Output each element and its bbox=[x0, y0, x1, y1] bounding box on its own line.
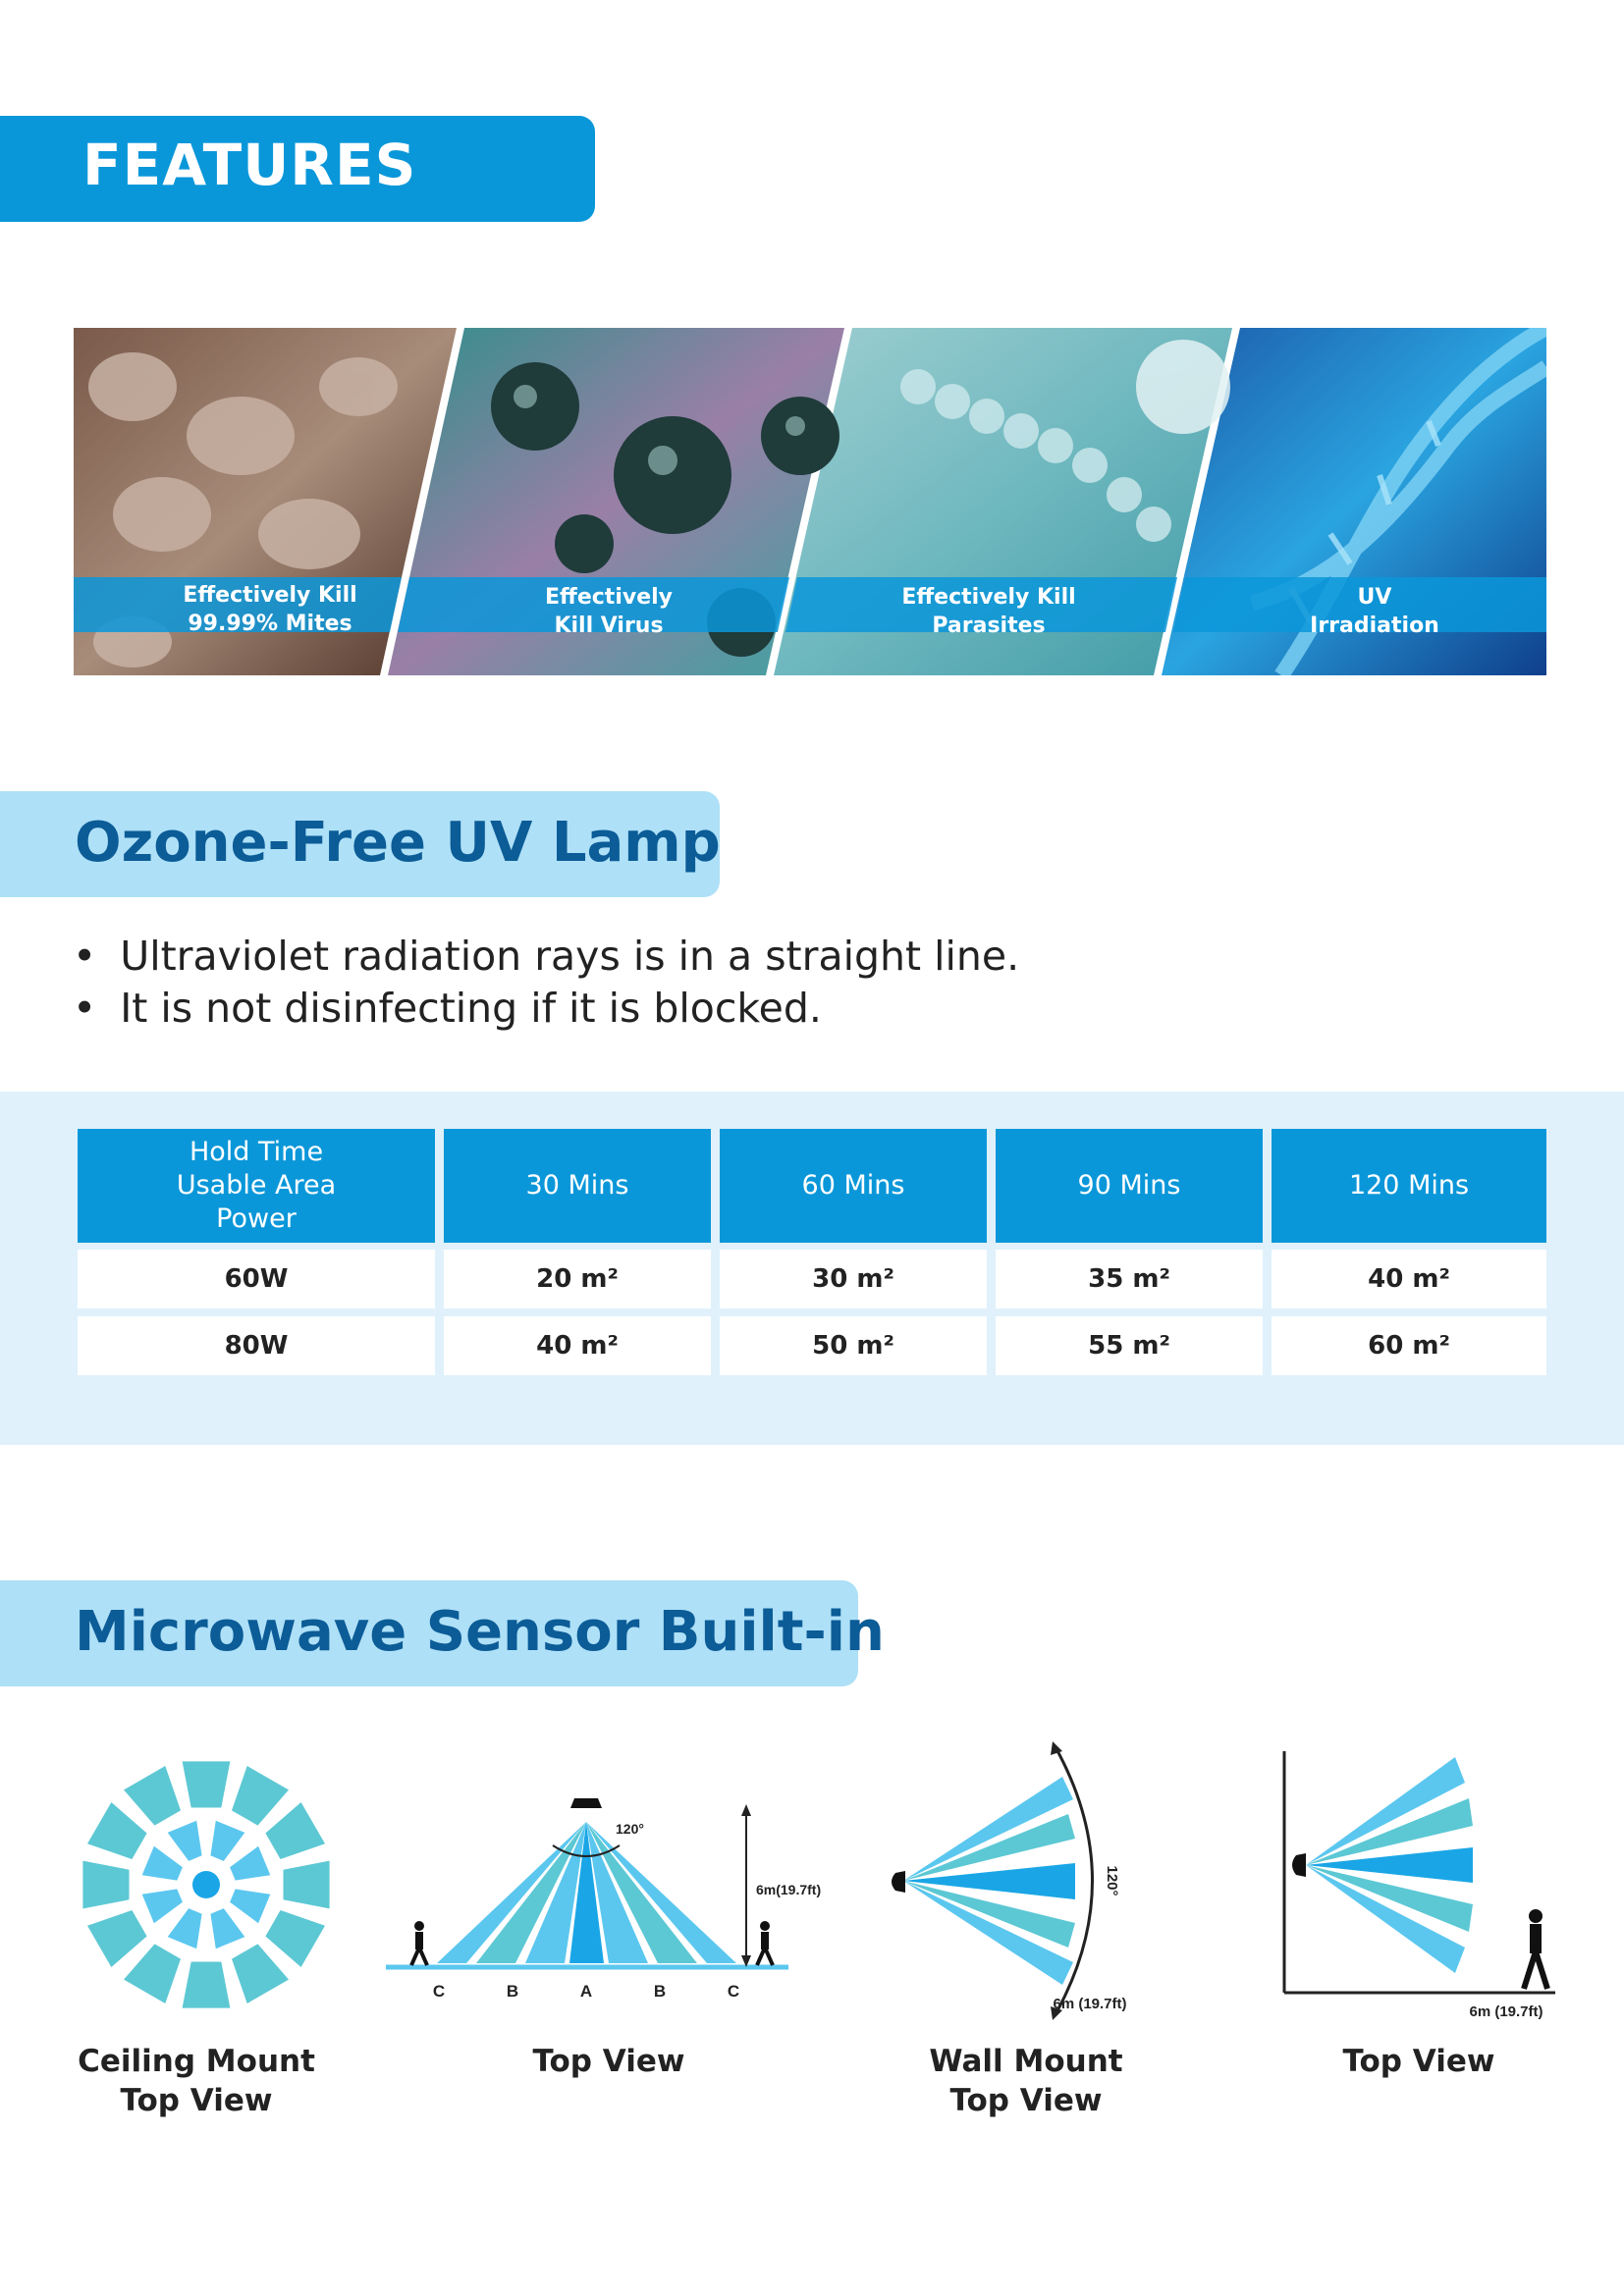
banner-label-parasites-line2: Parasites bbox=[932, 614, 1046, 638]
outer-zone-segment bbox=[183, 1761, 231, 1807]
inner-zone-segment bbox=[168, 1821, 202, 1861]
bullet-text: Ultraviolet radiation rays is in a straight line. bbox=[120, 933, 1020, 980]
banner-label-uv bbox=[1276, 583, 1473, 640]
angle-label: 120° bbox=[616, 1821, 644, 1837]
wall-mount-diagram bbox=[874, 1737, 1168, 2022]
distance-label: 6m (19.7ft) bbox=[1053, 1996, 1127, 2012]
sensor-icon bbox=[570, 1798, 602, 1808]
header-usable-area: Usable Area bbox=[176, 1170, 337, 1201]
table-cell-power: 80W bbox=[78, 1316, 435, 1375]
banner-label-parasites bbox=[891, 583, 1087, 640]
inner-zone-segment bbox=[142, 1846, 183, 1881]
table-cell: 50 m² bbox=[720, 1316, 987, 1375]
table-cell: 30 m² bbox=[720, 1250, 987, 1308]
outer-zone-segment bbox=[265, 1802, 325, 1859]
caption-line1: Top View bbox=[532, 2044, 685, 2079]
ceiling-mount-diagram bbox=[79, 1757, 334, 2012]
bullet-item bbox=[73, 931, 1019, 983]
zone-label: C bbox=[432, 1982, 446, 2001]
features-title: FEATURES bbox=[82, 132, 417, 198]
table-cell: 60 m² bbox=[1272, 1316, 1546, 1375]
angle-label-rotated: 120° bbox=[1104, 1865, 1120, 1896]
zone-label: B bbox=[506, 1982, 519, 2001]
banner-label-parasites-line1: Effectively Kill bbox=[901, 585, 1076, 610]
wall-sensor-icon bbox=[1292, 1853, 1306, 1877]
table-cell: 40 m² bbox=[444, 1316, 711, 1375]
sensor-center-dot bbox=[192, 1871, 220, 1898]
person-icon-right bbox=[757, 1921, 773, 1965]
inner-zone-segment bbox=[210, 1821, 244, 1861]
table-header-90: 90 Mins bbox=[996, 1129, 1263, 1243]
wall-side-view-diagram bbox=[1276, 1747, 1571, 2022]
table-header-120: 120 Mins bbox=[1272, 1129, 1546, 1243]
table-cell: 20 m² bbox=[444, 1250, 711, 1308]
inner-zone-segment bbox=[210, 1908, 244, 1949]
outer-zone-segment bbox=[284, 1861, 330, 1909]
banner-label-virus-line2: Kill Virus bbox=[554, 614, 664, 638]
outer-zone-segment bbox=[87, 1802, 147, 1859]
inner-zone-segment bbox=[142, 1889, 183, 1923]
bullet-item bbox=[73, 983, 1019, 1035]
outer-zone-segment bbox=[183, 1962, 231, 2008]
table-cell: 35 m² bbox=[996, 1250, 1263, 1308]
bullet-dot: • bbox=[73, 985, 97, 1032]
inner-zone-segment bbox=[230, 1846, 270, 1881]
person-icon bbox=[1524, 1909, 1547, 1989]
caption-top-view-1 bbox=[452, 2042, 766, 2081]
height-label: 6m(19.7ft) bbox=[756, 1882, 822, 1897]
ceiling-side-view-diagram bbox=[378, 1787, 839, 2012]
table-header-60: 60 Mins bbox=[720, 1129, 987, 1243]
outer-zone-segment bbox=[87, 1910, 147, 1967]
banner-label-virus bbox=[520, 583, 697, 640]
outer-zone-segment bbox=[232, 1766, 289, 1826]
wall-sensor-icon bbox=[892, 1871, 905, 1893]
banner-label-virus-line1: Effectively bbox=[544, 585, 673, 610]
zone-label: A bbox=[579, 1982, 593, 2001]
sensor-title: Microwave Sensor Built-in bbox=[75, 1600, 885, 1664]
caption-line1: Top View bbox=[1342, 2044, 1495, 2079]
person-icon-left bbox=[411, 1921, 427, 1965]
table-header-corner bbox=[78, 1129, 435, 1243]
zone-label: C bbox=[727, 1982, 740, 2001]
banner-label-mites bbox=[182, 581, 358, 638]
ozone-title: Ozone-Free UV Lamp bbox=[75, 811, 721, 875]
caption-top-view-2 bbox=[1262, 2042, 1576, 2081]
table-header-30: 30 Mins bbox=[444, 1129, 711, 1243]
banner-label-mites-line2: 99.99% Mites bbox=[188, 612, 352, 636]
distance-label: 6m (19.7ft) bbox=[1469, 2003, 1543, 2020]
outer-zone-segment bbox=[82, 1861, 129, 1909]
bullet-dot: • bbox=[73, 933, 97, 980]
caption-line1: Ceiling Mount bbox=[78, 2044, 315, 2079]
outer-zone-segment bbox=[124, 1944, 181, 2003]
zone-label: B bbox=[653, 1982, 667, 2001]
banner-label-mites-line1: Effectively Kill bbox=[183, 583, 357, 608]
caption-line2: Top View bbox=[120, 2083, 273, 2118]
banner-label-uv-line2: Irradiation bbox=[1310, 614, 1439, 638]
outer-zone-segment bbox=[232, 1944, 289, 2003]
ozone-bullet-list bbox=[73, 931, 1019, 1035]
caption-line2: Top View bbox=[949, 2083, 1103, 2118]
header-hold-time: Hold Time bbox=[189, 1137, 324, 1167]
inner-zone-segment bbox=[230, 1889, 270, 1923]
caption-wall-mount bbox=[869, 2042, 1183, 2120]
caption-ceiling-mount bbox=[39, 2042, 353, 2120]
bullet-text: It is not disinfecting if it is blocked. bbox=[120, 985, 822, 1032]
features-banner bbox=[74, 328, 1546, 675]
table-cell: 40 m² bbox=[1272, 1250, 1546, 1308]
header-power: Power bbox=[216, 1203, 297, 1234]
table-cell: 55 m² bbox=[996, 1316, 1263, 1375]
outer-zone-segment bbox=[124, 1766, 181, 1826]
banner-label-uv-line1: UV bbox=[1357, 585, 1392, 610]
outer-zone-segment bbox=[265, 1910, 325, 1967]
inner-zone-segment bbox=[168, 1908, 202, 1949]
caption-line1: Wall Mount bbox=[929, 2044, 1123, 2079]
table-cell-power: 60W bbox=[78, 1250, 435, 1308]
